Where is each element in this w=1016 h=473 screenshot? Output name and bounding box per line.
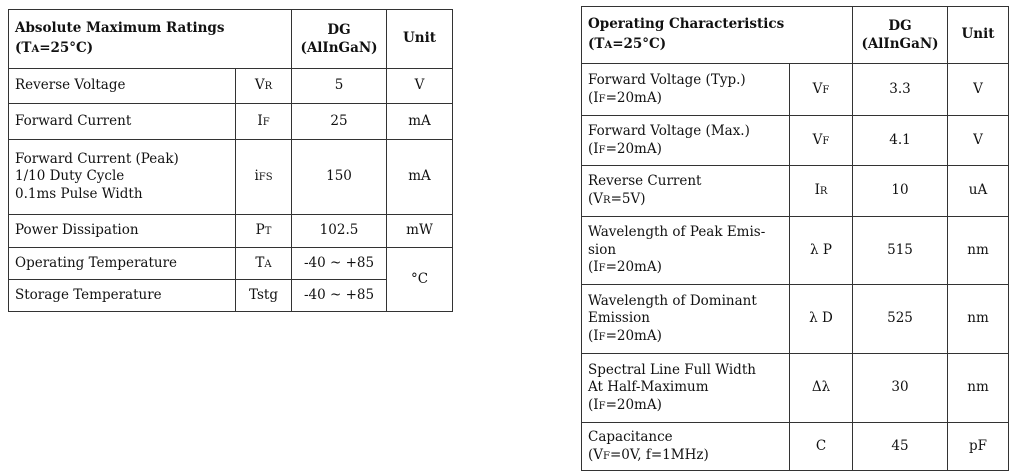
table-row [582,423,1009,471]
table-row [9,248,453,280]
parameter-name: Forward Voltage (Max.) (IF=20mA) [582,116,790,166]
unit-header: Unit [948,7,1009,64]
symbol: λ P [790,217,853,285]
table-row [9,215,453,248]
value: 525 [853,285,948,354]
unit: pF [948,423,1009,471]
condition-text: (IF=20mA) [588,259,662,276]
table-row [582,285,1009,354]
value: 45 [853,423,948,471]
table-row [582,116,1009,166]
value: 5 [292,69,387,104]
parameter-name: Power Dissipation [9,215,236,248]
parameter-name: Forward Current [9,104,236,140]
parameter-name: Reverse Current (VR=5V) [582,166,790,217]
unit: mA [387,140,453,215]
table-row [9,280,453,312]
table-row [9,140,453,215]
parameter-name: Forward Voltage (Typ.) (IF=20mA) [582,64,790,116]
symbol: VF [790,116,853,166]
symbol: IR [790,166,853,217]
value: -40 ~ +85 [292,248,387,280]
unit: mW [387,215,453,248]
symbol: PT [236,215,292,248]
condition-text: (TA=25°C) [15,40,94,56]
parameter-name: Capacitance (VF=0V, f=1MHz) [582,423,790,471]
symbol: Δλ [790,354,853,423]
dg-header: DG (AlInGaN) [853,7,948,64]
value: 10 [853,166,948,217]
unit: mA [387,104,453,140]
parameter-name: Spectral Line Full Width At Half-Maximum (IF=20mA) [582,354,790,423]
condition-text: (TA=25°C) [588,36,667,52]
symbol: λ D [790,285,853,354]
table-row [582,217,1009,285]
symbol: VR [236,69,292,104]
parameter-name: Operating Temperature [9,248,236,280]
symbol: iFS [236,140,292,215]
value: 4.1 [853,116,948,166]
unit: V [948,64,1009,116]
parameter-name: Storage Temperature [9,280,236,312]
dg-header: DG (AlInGaN) [292,10,387,69]
table-title: Operating Characteristics (TA=25°C) [582,7,853,64]
unit: uA [948,166,1009,217]
value: 102.5 [292,215,387,248]
value: -40 ~ +85 [292,280,387,312]
unit-header: Unit [387,10,453,69]
parameter-name: Wavelength of Peak Emis- sion (IF=20mA) [582,217,790,285]
unit: nm [948,217,1009,285]
condition-text: (VR=5V) [588,191,646,207]
condition-text: (IF=20mA) [588,140,662,157]
table-row [582,354,1009,423]
condition-text: (IF=20mA) [588,327,662,344]
unit: V [387,69,453,104]
table-title: Absolute Maximum Ratings (TA=25°C) [9,10,292,69]
parameter-name: Wavelength of Dominant Emission (IF=20mA) [582,285,790,354]
absolute-max-ratings-table [8,9,453,312]
table-row [582,166,1009,217]
unit: °C [387,248,453,312]
value: 150 [292,140,387,215]
value: 25 [292,104,387,140]
table-row [9,69,453,104]
condition-text: (IF=20mA) [588,396,662,413]
table-header-row [582,7,1009,64]
table-header-row [9,10,453,69]
condition-text: (IF=20mA) [588,89,662,106]
symbol: IF [236,104,292,140]
value: 515 [853,217,948,285]
unit: nm [948,354,1009,423]
symbol: VF [790,64,853,116]
table-row [9,104,453,140]
symbol: Tstg [236,280,292,312]
parameter-name: Forward Current (Peak) 1/10 Duty Cycle 0.1ms Pulse Width [9,140,236,215]
table-row [582,64,1009,116]
unit: nm [948,285,1009,354]
value: 3.3 [853,64,948,116]
symbol: TA [236,248,292,280]
value: 30 [853,354,948,423]
parameter-name: Reverse Voltage [9,69,236,104]
condition-text: (VF=0V, f=1MHz) [588,446,709,463]
symbol: C [790,423,853,471]
operating-characteristics-table [581,6,1009,471]
unit: V [948,116,1009,166]
